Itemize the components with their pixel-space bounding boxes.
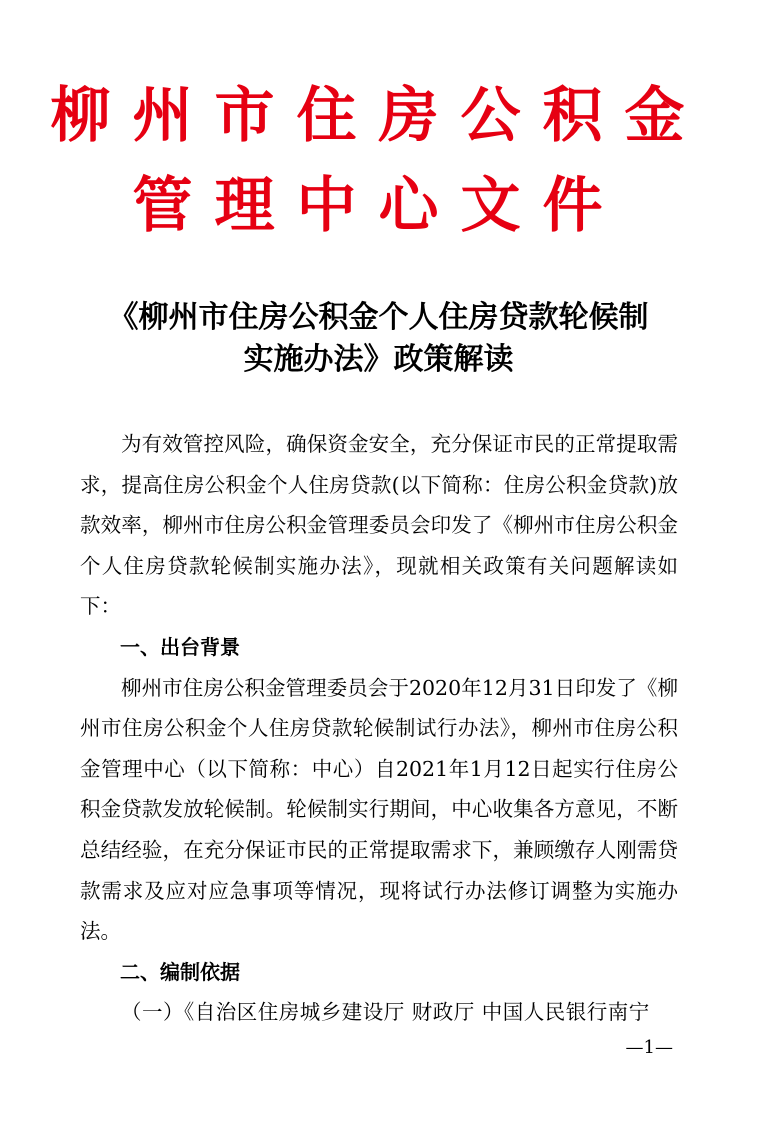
document-header-line-2: 管理中心文件 (132, 171, 625, 241)
intro-paragraph: 为有效管控风险，确保资金安全，充分保证市民的正常提取需求，提高住房公积金个人住房贷款(以下简称：住房公积金贷款)放款效率，柳州市住房公积金管理委员会印发了《柳州市住房公积金个人住房贷款轮候制实施办法》，现就相关政策有关问题解读如下： (80, 432, 678, 619)
document-body (80, 424, 678, 1033)
background-paragraph: 柳州市住房公积金管理委员会于2020年12月31日印发了《柳州市住房公积金个人住房贷款轮候制试行办法》，柳州市住房公积金管理中心（以下简称：中心）自2021年1月12日起实行住房公积金贷款发放轮候制。轮候制实行期间，中心收集各方意见，不断总结经验，在充分保证市民的正常提取需求下，兼顾缴存人刚需贷款需求及应对应急事项等情况，现将试行办法修订调整为实施办法。 (80, 675, 678, 944)
document-title-line-2: 实施办法》政策解读 (243, 342, 514, 377)
section-heading-background: 一、出台背景 (120, 634, 240, 659)
basis-item-1: （一）《自治区住房城乡建设厅 财政厅 中国人民银行南宁 (121, 1000, 650, 1025)
document-title-line-1: 《柳州市住房公积金个人住房贷款轮候制 (108, 300, 649, 335)
page-number: —1— (625, 1037, 673, 1058)
section-heading-basis: 二、编制依据 (120, 959, 240, 984)
document-header-line-1: 柳州市住房公积金 (50, 81, 707, 151)
